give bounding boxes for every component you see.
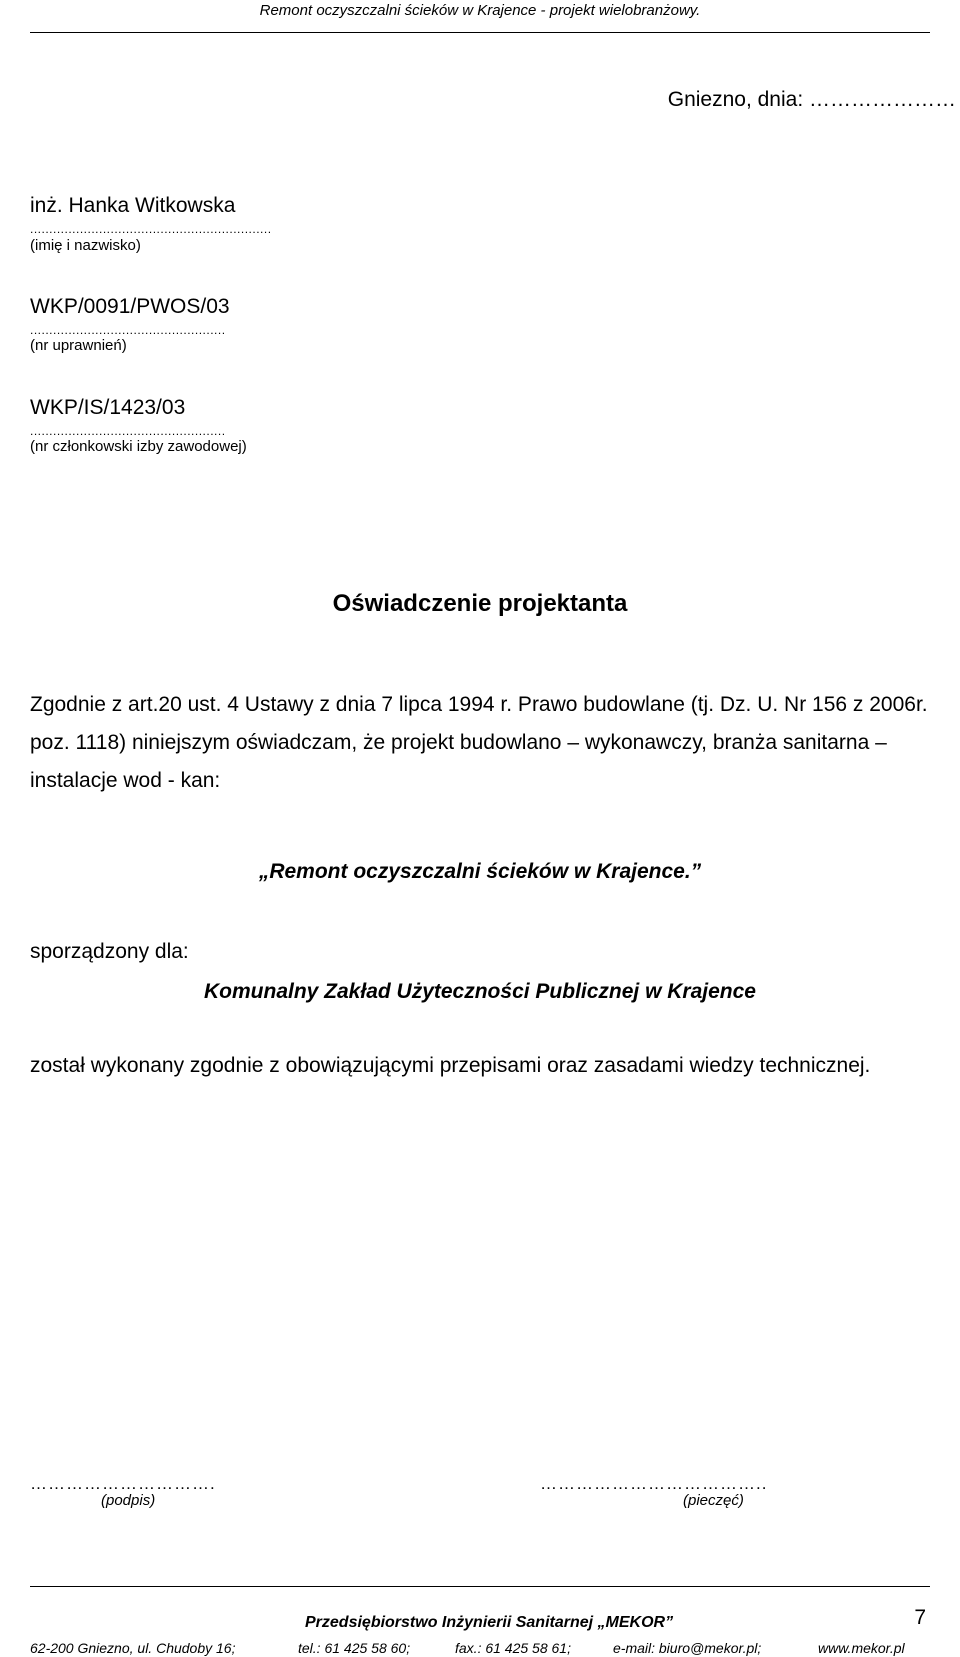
signature-dots: …………………………. bbox=[30, 1474, 216, 1493]
designer-name-caption: (imię i nazwisko) bbox=[30, 237, 141, 254]
designer-name: inż. Hanka Witkowska bbox=[30, 194, 236, 217]
stamp-caption: (pieczęć) bbox=[683, 1492, 744, 1509]
project-name: „Remont oczyszczalni ścieków w Krajence.” bbox=[258, 860, 702, 883]
footer-fax: fax.: 61 425 58 61; bbox=[455, 1640, 571, 1656]
footer-website: www.mekor.pl bbox=[818, 1640, 905, 1656]
footer-company: Przedsiębiorstwo Inżynierii Sanitarnej „MEKOR” bbox=[305, 1614, 674, 1631]
footer-phone: tel.: 61 425 58 60; bbox=[298, 1640, 411, 1656]
legal-paragraph: Zgodnie z art.20 ust. 4 Ustawy z dnia 7 lipca 1994 r. Prawo budowlane (tj. Dz. U. Nr 156 z 2006r. poz. 1118) niniejszym oświadczam, że projekt budowlano – wykonawczy, branża sanitarna – instalacje wod - kan: bbox=[30, 693, 928, 792]
designer-name-dots: ............................................................... bbox=[30, 222, 272, 236]
date-line: Gniezno, dnia: ………………… bbox=[667, 88, 956, 111]
page-number: 7 bbox=[914, 1606, 926, 1629]
prepared-for-label: sporządzony dla: bbox=[30, 940, 189, 963]
footer-email: e-mail: biuro@mekor.pl; bbox=[613, 1640, 762, 1656]
client-name: Komunalny Zakład Użyteczności Publicznej w Krajence bbox=[204, 980, 756, 1003]
chamber-dots: ................................................... bbox=[30, 424, 226, 438]
stamp-dots: ……………………………….. bbox=[540, 1474, 768, 1493]
closing-statement: został wykonany zgodnie z obowiązującymi przepisami oraz zasadami wiedzy technicznej. bbox=[30, 1054, 871, 1077]
footer-rule bbox=[30, 1586, 930, 1587]
license-number: WKP/0091/PWOS/03 bbox=[30, 295, 230, 318]
running-header: Remont oczyszczalni ścieków w Krajence - projekt wielobranżowy. bbox=[259, 2, 701, 19]
chamber-caption: (nr członkowski izby zawodowej) bbox=[30, 438, 247, 455]
footer-address: 62-200 Gniezno, ul. Chudoby 16; bbox=[30, 1640, 236, 1656]
license-caption: (nr uprawnień) bbox=[30, 337, 127, 354]
signature-caption: (podpis) bbox=[101, 1492, 156, 1509]
license-dots: ................................................... bbox=[30, 323, 226, 337]
chamber-number: WKP/IS/1423/03 bbox=[30, 396, 186, 419]
header-rule bbox=[30, 32, 930, 33]
page-title: Oświadczenie projektanta bbox=[332, 590, 628, 617]
